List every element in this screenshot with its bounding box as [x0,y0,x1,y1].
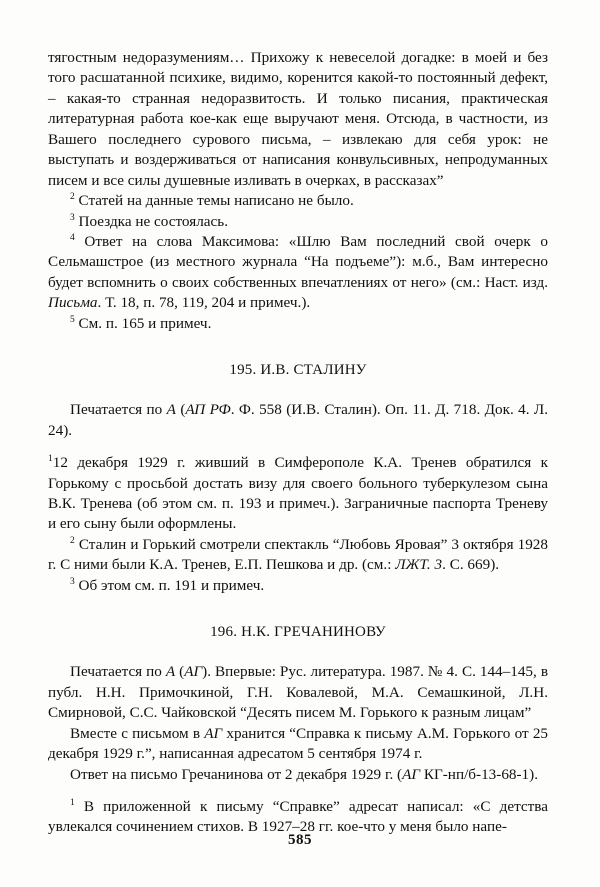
spacer-after-heading-196 [48,642,548,662]
footnote-196-1-text: В приложенной к письму “Справке” адресат написал: «С детства увлекался сочинением стихов. В 1927–28 гг. кое-что у меня было напе- [48,798,548,836]
footnote-195-1-marker: 1 [48,454,53,465]
footnote-195-2 [48,535,548,576]
keeping-note-196-italic: АГ [204,724,223,742]
section-heading-196: 196. Н.К. ГРЕЧАНИНОВУ [210,624,386,641]
source-note-195-tail: . Ф. 558 (И.В. Сталин). Оп. 11. Д. 718. Док. 4. Л. 24). [48,401,548,439]
keeping-note-196-pre: Вместе с письмом в [70,724,205,742]
footnote-2-marker: 2 [70,192,75,202]
source-note-196-italic-a: А [165,663,176,681]
footnote-195-2-italic: ЛЖТ. 3 [395,556,443,574]
footnote-3 [48,212,548,232]
footnote-4 [48,232,548,314]
footnote-4-marker: 4 [70,232,75,243]
source-note-195-mid: ( [175,401,186,419]
source-note-196 [48,662,548,723]
reply-note-196-pre: Ответ на письмо Гречанинова от 2 декабря 1929 г. ( [70,765,403,783]
footnote-195-2-marker: 2 [70,535,75,546]
footnote-4-italic: Письма [48,294,98,312]
footnote-195-1 [48,453,548,535]
footnote-195-2-tail: . С. 669). [442,556,500,574]
source-note-195-italic-a: А [166,401,176,419]
page-content [48,48,548,838]
reply-note-196 [48,765,548,785]
footnote-195-3-marker: 3 [70,576,75,587]
footnote-4-text: Ответ на слова Максимова: «Шлю Вам последний свой очерк о Сельмашстрое (из местного журнала “На подъеме”): м.б., Вам интересно будет вспомнить о своих собственных впечатлениях от него» (см.: Наст. изд. [48,232,548,291]
page-number: 585 [288,832,312,848]
source-note-195 [48,400,548,441]
spacer-before-heading-195 [48,334,548,360]
footnote-5-text: См. п. 165 и примеч. [78,314,212,332]
spacer-195-notes [48,441,548,453]
opening-paragraph [48,48,548,191]
source-note-195-italic-archive: АП РФ [185,401,231,419]
source-note-196-italic-archive: АГ [184,663,203,681]
footnote-195-3-text: Об этом см. п. 191 и примеч. [78,576,265,594]
footnote-195-3 [48,576,548,596]
footnote-3-text: Поездка не состоялась. [78,212,228,230]
keeping-note-196 [48,724,548,765]
footnote-196-1-marker: 1 [70,797,75,808]
source-note-195-pre: Печатается по [70,401,167,419]
section-heading-195: 195. И.В. СТАЛИНУ [229,362,367,379]
reply-note-196-tail: КГ-нп/б-13-68-1). [420,765,539,783]
opening-paragraph-text: тягостным недоразумениям… Прихожу к невеселой догадке: в моей и без того расшатанной психике, видимо, коренится какой-то постоянный дефект, – какая-то странная недоразвитость. И только писания, практическая литературная работа кое-как еще выручают меня. Отсюда, в частности, из Вашего последнего сурового письма, – извлекаю для себя урок: не выступать и воздерживаться от написания конвульсивных, непродуманных писем и все силы душевные изливать в очерках, в рассказах” [48,49,548,189]
footnote-3-marker: 3 [70,212,75,223]
footnote-195-2-text: Сталин и Горький смотрели спектакль “Любовь Яровая” 3 октября 1928 г. С ними были К.А. Тренев, Е.П. Пешкова и др. (см.: [48,535,548,574]
reply-note-196-italic: АГ [402,765,421,783]
footnote-195-1-text: 12 декабря 1929 г. живший в Симферополе К.А. Тренев обратился к Горькому с просьбой достать визу для своего больного туберкулезом сына В.К. Тренева (об этом см. п. 193 и примеч.). Заграничные паспорта Треневу и его сыну были оформлены. [48,454,548,533]
spacer-196-notes [48,785,548,797]
source-note-196-pre: Печатается по [70,663,166,681]
footnote-2-text: Статей на данные темы написано не было. [78,192,354,210]
footnote-5-marker: 5 [70,314,75,325]
spacer-before-heading-196 [48,596,548,622]
keeping-note-196-tail: хранится “Справка к письму А.М. Горького от 25 декабря 1929 г.”, написанная адресатом 5 сентября 1974 г. [48,724,549,763]
spacer-after-heading-195 [48,380,548,400]
source-note-196-mid: ( [175,663,185,681]
footnote-5 [48,314,548,334]
footnote-4-tail: . Т. 18, п. 78, 119, 204 и примеч.). [97,294,311,312]
source-note-196-tail: ). Впервые: Рус. литература. 1987. № 4. С. 144–145, в публ. Н.Н. Примочкиной, Г.Н. Ковалевой, М.А. Семашкиной, Л.Н. Смирновой, С.С. Чайковской “Десять писем М. Горького к разным лицам” [48,663,548,722]
footnote-2 [48,191,548,211]
